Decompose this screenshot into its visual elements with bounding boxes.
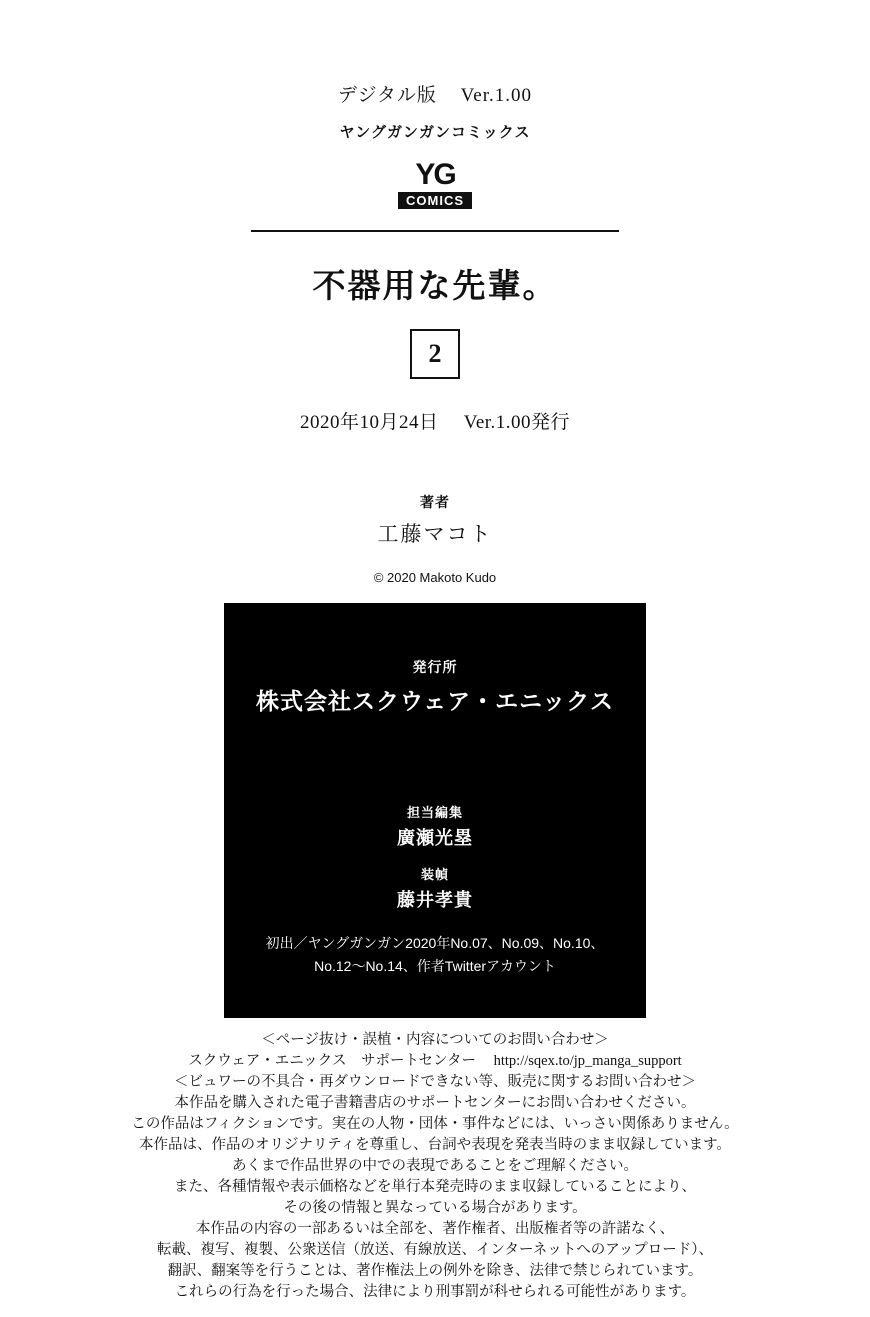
publish-date-line [0,407,870,434]
publisher-name: 株式会社スクウェア・エニックス [256,688,614,714]
digital-version-number: Ver.1.00 [460,85,532,106]
publisher-block [224,603,646,1018]
horizontal-divider [251,230,619,232]
colophon-page [0,80,870,1317]
copyright-notice: © 2020 Makoto Kudo [373,570,497,585]
support-center-url[interactable]: http://sqex.to/jp_manga_support [493,1053,682,1069]
author-name: 工藤マコト [377,522,493,546]
design-label: 装幀 [420,867,449,882]
notice-line-7: あくまで作品世界の中での表現であることをご理解ください。 [232,1158,638,1174]
notice-line-12: 翻訳、翻案等を行うことは、著作権法上の例外を除き、法律で禁じられています。 [167,1263,703,1279]
logo-top-text: YG [415,157,455,191]
editor-label: 担当編集 [406,805,463,820]
first-publication-info [224,932,646,978]
block-spacer [224,716,646,802]
notice-line-11: 転載、複写、複製、公衆送信（放送、有線放送、インターネットへのアップロード）、 [157,1242,713,1258]
editor-name: 廣瀬光塁 [397,828,473,848]
notice-line-5: この作品はフィクションです。実在の人物・団体・事件などには、いっさい関係ありません。 [131,1116,739,1132]
notice-line-3: ＜ビュワーの不具合・再ダウンロードできない等、販売に関するお問い合わせ＞ [174,1074,696,1090]
publisher-label: 発行所 [412,659,458,675]
digital-version-line [0,80,870,107]
notice-line-1: ＜ページ抜け・誤植・内容についてのお問い合わせ＞ [261,1032,609,1048]
digital-version-label: デジタル版 [338,85,437,106]
imprint-label: ヤングガンガンコミックス [339,124,531,141]
notice-line-9: その後の情報と異なっている場合があります。 [283,1200,587,1216]
first-publication-line-2: No.12〜No.14、作者Twitterアカウント [314,958,556,974]
author-label: 著者 [420,494,450,510]
notice-line-10: 本作品の内容の一部あるいは全部を、著作権者、出版権者等の許諾なく、 [195,1221,675,1237]
publish-version: Ver.1.00発行 [463,412,571,433]
notice-line-6: 本作品は、作品のオリジナリティを尊重し、台詞や表現を発表当時のまま収録しています。 [139,1137,731,1153]
logo-icon [392,156,478,212]
yg-comics-logo [0,156,870,212]
logo-bottom-text: COMICS [398,192,472,209]
volume-number-box: 2 [410,329,460,379]
support-center-row [75,1051,795,1072]
legal-notices [75,1030,795,1303]
notice-line-8: また、各種情報や表示価格などを単行本発売時のまま収録していることにより、 [174,1179,696,1195]
design-name: 藤井孝貴 [397,890,473,910]
notice-line-13: これらの行為を行った場合、法律により刑事罰が科せられる可能性があります。 [174,1284,696,1300]
notice-line-4: 本作品を購入された電子書籍書店のサポートセンターにお問い合わせください。 [174,1095,696,1111]
book-title: 不器用な先輩。 [312,267,558,304]
publish-date: 2020年10月24日 [299,412,439,433]
first-publication-line-1: 初出／ヤングガンガン2020年No.07、No.09、No.10、 [265,935,605,951]
support-center-name: スクウェア・エニックス サポートセンター [188,1053,476,1069]
